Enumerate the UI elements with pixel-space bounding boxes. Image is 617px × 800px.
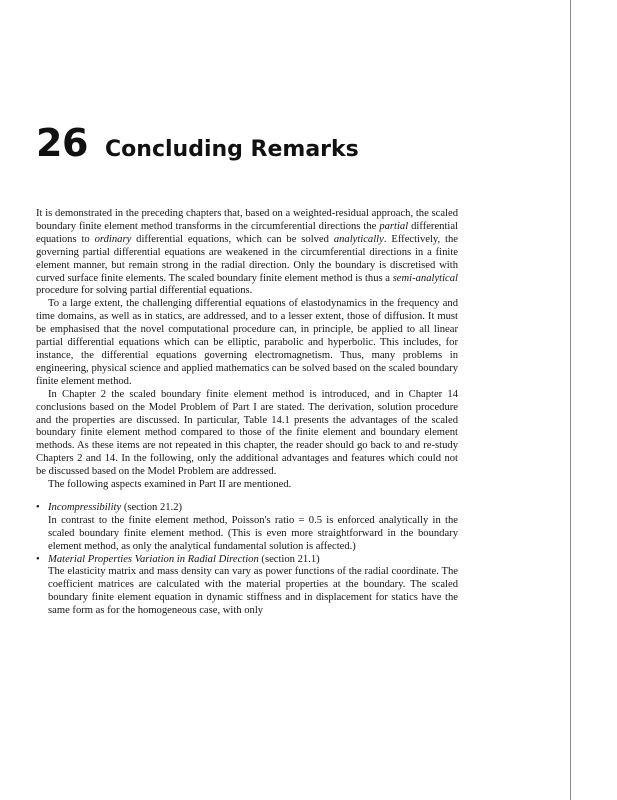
paragraph-run-italic: ordinary xyxy=(94,233,132,245)
bullet-heading: Material Properties Variation in Radial Direction xyxy=(48,553,259,565)
paragraph-run: differential equations, which can be solved xyxy=(131,233,334,245)
paragraph-run-italic: semi-analytical xyxy=(392,272,458,284)
paragraph-run: differential equations to xyxy=(36,220,458,245)
bullet-section-ref: (section 21.1) xyxy=(258,553,320,565)
paragraph-run: The following aspects examined in Part II are mentioned. xyxy=(48,479,292,491)
paragraph-2 xyxy=(36,298,458,388)
bullet-dot-icon: • xyxy=(36,501,40,513)
body-text xyxy=(36,208,458,618)
bullet-list xyxy=(36,502,458,618)
page-edge-divider xyxy=(570,0,571,800)
paragraph-1 xyxy=(36,208,458,298)
paragraph-run: In Chapter 2 the scaled boundary finite element method is introduced, and in Chapter 14 conclusions based on the Model Problem of Part I are stated. The derivation, solution procedure and the properties are discussed. In particular, Table 14.1 presents the advantages of the scaled boundary finite element method compared to those of the finite element and boundary element methods. As these items are not repeated in this chapter, the reader should go back to and re-study Chapters 2 and 14. In the following, only the additional advantages and features which could not be discussed based on the Model Problem are addressed. xyxy=(36,388,458,478)
bullet-section-ref: (section 21.2) xyxy=(121,501,183,513)
bullet-text: In contrast to the finite element method, Poisson's ratio = 0.5 is enforced analytically in the scaled boundary finite element method. (This is even more straightforward in the boundary element method, as only the analytical fundamental solution is affected.) xyxy=(48,514,458,552)
paragraph-run-italic: analytically xyxy=(333,233,384,245)
paragraph-3 xyxy=(36,389,458,479)
chapter-number: 26 xyxy=(36,121,88,165)
chapter-title: Concluding Remarks xyxy=(105,137,359,162)
paragraph-4 xyxy=(36,479,458,492)
paragraph-run: procedure for solving partial differential equations. xyxy=(36,285,253,297)
paragraph-run: . Effectively, the governing partial differential equations are weakened in the circumferential directions in a finite element manner, but remain strong in the radial direction. Only the boundary is discretised with curved surface finite elements. The scaled boundary finite element method is thus a xyxy=(36,233,459,284)
bullet-heading: Incompressibility xyxy=(48,501,122,513)
paragraph-run: It is demonstrated in the preceding chapters that, based on a weighted-residual approach, the scaled boundary finite element method transforms in the circumferential directions the xyxy=(36,208,458,232)
paragraph-run: To a large extent, the challenging differential equations of elastodynamics in the frequency and time domains, as well as in statics, are addressed, and to a lesser extent, those of diffusion. It must be emphasised that the novel computational procedure can, in principle, be applied to all linear partial differential equations which can be elliptic, parabolic and hyperbolic. This includes, for instance, the differential equations governing electromagnetism. Thus, many problems in engineering, physical science and applied mathematics can be solved based on the scaled boundary finite element method. xyxy=(36,298,458,387)
bullet-item xyxy=(36,554,458,619)
chapter-heading xyxy=(36,121,359,165)
bullet-dot-icon: • xyxy=(36,553,40,565)
bullet-item xyxy=(36,502,458,554)
paragraph-run-italic: partial xyxy=(379,220,409,232)
bullet-text: The elasticity matrix and mass density can vary as power functions of the radial coordinate. The coefficient matrices are calculated with the material properties at the boundary. The scaled boundary finite element equation in dynamic stiffness and in displacement for statics have the same form as for the homogeneous case, with only xyxy=(48,566,458,617)
